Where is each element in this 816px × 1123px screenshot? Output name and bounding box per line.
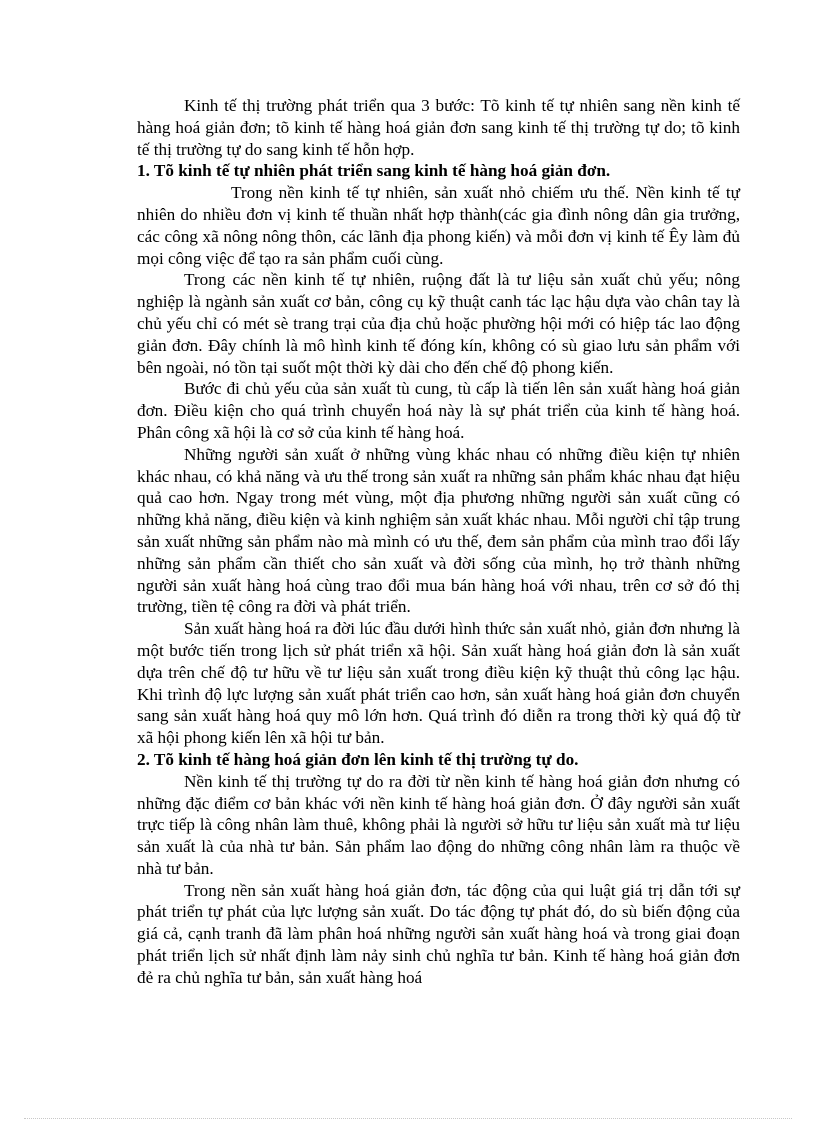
document-body: [137, 95, 740, 989]
paragraph-natural-economy: Trong nền kinh tế tự nhiên, sản xuất nhỏ chiếm ưu thế. Nền kinh tế tự nhiên do nhiều đơn vị kinh tế thuần nhất hợp thành(các gia đình nông dân gia trưởng, các công xã nông nông thôn, các lãnh địa phong kiến) và mỗi đơn vị kinh tế Êy làm đủ mọi công việc để tạo ra sản phẩm cuối cùng.: [137, 183, 740, 268]
paragraph-free-market: Nền kinh tế thị trường tự do ra đời từ nền kinh tế hàng hoá giản đơn nhưng có những đặc điểm cơ bản khác với nền kinh tế hàng hoá giản đơn. Ở đây người sản xuất trực tiếp là công nhân làm thuê, không phải là người sở hữu tư liệu sản xuất mà tư liệu sản xuất là của nhà tư bản. Sản phẩm lao động do những công nhân làm ra thuộc về nhà tư bản.: [137, 771, 740, 878]
paragraph-simple-commodity: Sản xuất hàng hoá ra đời lúc đầu dưới hình thức sản xuất nhỏ, giản đơn nhưng là một bước tiến trong lịch sử phát triển xã hội. Sản xuất hàng hoá giản đơn là sản xuất dựa trên chế độ tư hữu về tư liệu sản xuất trong điều kiện kỹ thuật thủ công lạc hậu. Khi trình độ lực lượng sản xuất phát triển cao hơn, sản xuất hàng hoá giản đơn chuyển sang sản xuất hàng hoá quy mô lớn hơn. Quá trình đó diễn ra trong thời kỳ quá độ từ xã hội phong kiến lên xã hội tư bản.: [137, 619, 740, 748]
paragraph-producers: Những người sản xuất ở những vùng khác nhau có những điều kiện tự nhiên khác nhau, có khả năng và ưu thế trong sản xuất ra những sản phẩm khác nhau đạt hiệu quả cao hơn. Ngay trong mét vùng, một địa phương những người sản xuất cũng có những khả năng, điều kiện và kinh nghiệm sản xuất khác nhau. Mỗi người chỉ tập trung sản xuất những sản phẩm nào mà mình có ưu thế, đem sản phẩm của mình trao đổi lấy những sản phẩm cần thiết cho sản xuất và đời sống của mình, họ trở thành những người sản xuất hàng hoá cùng trao đổi mua bán hàng hoá với nhau, trên cơ sở đó thị trường, tiền tệ công ra đời và phát triển.: [137, 444, 740, 617]
paragraph-value-law: Trong nền sản xuất hàng hoá giản đơn, tác động của qui luật giá trị dẫn tới sự phát triển tự phát của lực lượng sản xuất. Do tác động tự phát đó, do sù biến động của giá cả, cạnh tranh đã làm phân hoá những người sản xuất hàng hoá và trong giai đoạn phát triển lịch sử nhất định làm nảy sinh chủ nghĩa tư bản. Kinh tế hàng hoá giản đơn đẻ ra chủ nghĩa tư bản, sản xuất hàng hoá: [137, 880, 740, 987]
paragraph-intro: Kinh tế thị trường phát triển qua 3 bước: Tõ kinh tế tự nhiên sang nền kinh tế hàng hoá giản đơn; tõ kinh tế hàng hoá giản đơn sang kinh tế thị trường tự do; tõ kinh tế thị trường tự do sang kinh tế hỗn hợp.: [137, 96, 740, 159]
paragraph-self-sufficiency: Bước đi chủ yếu của sản xuất tù cung, tù cấp là tiến lên sản xuất hàng hoá giản đơn. Điều kiện cho quá trình chuyển hoá này là sự phát triển của kinh tế hàng hoá. Phân công xã hội là cơ sở của kinh tế hàng hoá.: [137, 379, 740, 442]
page-bottom-divider: [24, 1118, 792, 1119]
paragraph-land-agriculture: Trong các nền kinh tế tự nhiên, ruộng đất là tư liệu sản xuất chủ yếu; nông nghiệp là ngành sản xuất cơ bản, công cụ kỹ thuật canh tác lạc hậu dựa vào chân tay là chủ yếu chỉ có mét sè trang trại của địa chủ hoặc phường hội mới có hiệp tác lao động giản đơn. Đây chính là mô hình kinh tế đóng kín, không có sù giao lưu sản phẩm với bên ngoài, nó tồn tại suốt một thời kỳ dài cho đến chế độ phong kiến.: [137, 270, 740, 377]
section-heading-2: 2. Tõ kinh tế hàng hoá giản đơn lên kinh tế thị trường tự do.: [137, 749, 579, 769]
section-heading-1: 1. Tõ kinh tế tự nhiên phát triển sang kinh tế hàng hoá giản đơn.: [137, 161, 611, 181]
